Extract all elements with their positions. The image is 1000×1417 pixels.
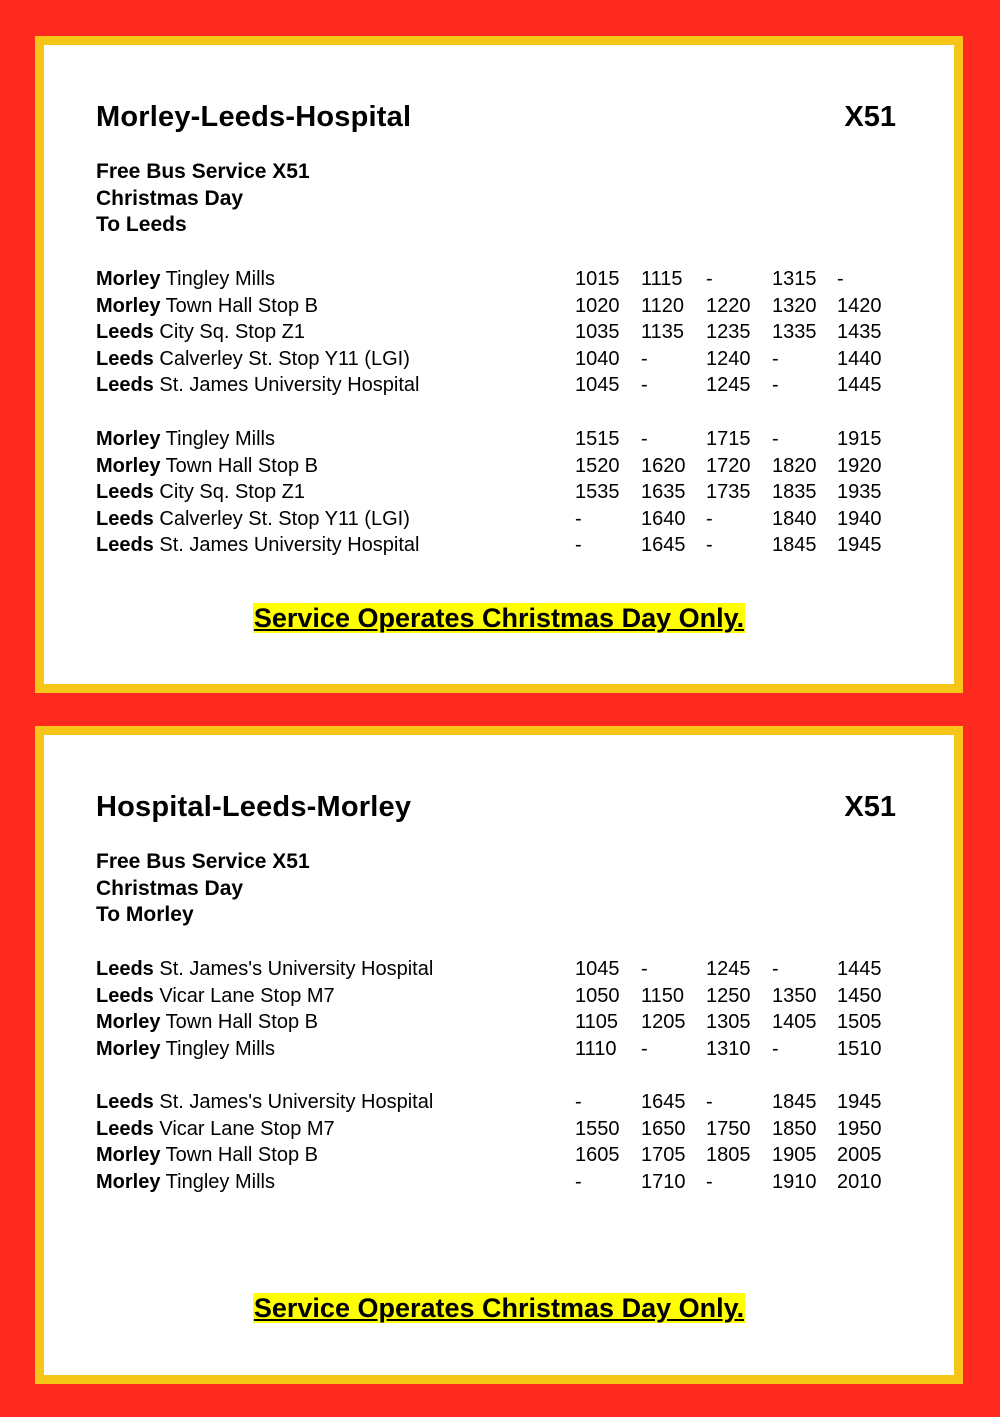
stop-location: Town Hall Stop B bbox=[165, 1144, 318, 1167]
departure-time: 1310 bbox=[706, 1037, 751, 1060]
stop-name bbox=[96, 1116, 335, 1143]
stop-location: Calverley St. Stop Y11 (LGI) bbox=[159, 347, 410, 370]
timetable-panel-to-morley bbox=[35, 726, 963, 1384]
departure-time: 1820 bbox=[772, 454, 817, 477]
stop-name bbox=[96, 983, 335, 1010]
stop-location: St. James University Hospital bbox=[159, 374, 420, 397]
stop-town: Morley bbox=[96, 454, 161, 477]
departure-time: 1305 bbox=[706, 1011, 751, 1034]
stop-town: Morley bbox=[96, 294, 161, 317]
departure-time: 1710 bbox=[641, 1170, 686, 1193]
service-notice bbox=[44, 1293, 954, 1324]
timetable-row bbox=[96, 453, 916, 480]
service-info-line: Free Bus Service X51 bbox=[96, 850, 310, 873]
departure-time: 1805 bbox=[706, 1144, 751, 1167]
stop-name bbox=[96, 956, 433, 983]
departure-time: 2010 bbox=[837, 1170, 882, 1193]
stop-name bbox=[96, 506, 410, 533]
timetable-row bbox=[96, 1142, 916, 1169]
departure-time: - bbox=[772, 347, 779, 370]
stop-town: Leeds bbox=[96, 1117, 154, 1140]
departure-time: - bbox=[641, 428, 648, 450]
departure-time: 1550 bbox=[575, 1117, 620, 1140]
service-code: X51 bbox=[844, 101, 896, 133]
departure-time: 1920 bbox=[837, 454, 882, 477]
departure-time: 1110 bbox=[575, 1037, 617, 1060]
departure-time: 1850 bbox=[772, 1117, 817, 1140]
departure-time: 1520 bbox=[575, 454, 620, 477]
service-code: X51 bbox=[844, 791, 896, 823]
service-info-line: Christmas Day bbox=[96, 186, 244, 210]
departure-time: - bbox=[772, 1037, 779, 1060]
departure-time: - bbox=[772, 428, 779, 450]
departure-time: 1405 bbox=[772, 1011, 817, 1034]
stop-town: Morley bbox=[96, 1011, 161, 1034]
stop-town: Leeds bbox=[96, 1091, 154, 1113]
stop-location: City Sq. Stop Z1 bbox=[159, 481, 305, 504]
stop-location: Tingley Mills bbox=[165, 428, 275, 450]
departure-time: - bbox=[641, 347, 648, 370]
departure-time: - bbox=[706, 507, 713, 530]
departure-time: 1135 bbox=[641, 321, 685, 344]
stop-location: Vicar Lane Stop M7 bbox=[159, 984, 335, 1007]
departure-time: 1045 bbox=[575, 374, 620, 397]
stop-town: Leeds bbox=[96, 481, 154, 504]
service-info bbox=[96, 849, 310, 929]
stop-town: Leeds bbox=[96, 984, 154, 1007]
departure-time: 1640 bbox=[641, 507, 686, 530]
departure-time: 1450 bbox=[837, 984, 882, 1007]
stop-name bbox=[96, 266, 275, 293]
departure-time: 1935 bbox=[837, 481, 882, 504]
departure-time: 1840 bbox=[772, 507, 817, 530]
stop-name bbox=[96, 293, 318, 320]
departure-time: 1620 bbox=[641, 454, 686, 477]
timetable-row bbox=[96, 1089, 916, 1116]
departure-time: 1945 bbox=[837, 1091, 882, 1113]
departure-time: 1715 bbox=[706, 428, 751, 450]
stop-town: Morley bbox=[96, 1144, 161, 1167]
departure-time: - bbox=[641, 958, 648, 980]
stop-town: Leeds bbox=[96, 534, 154, 557]
stop-town: Morley bbox=[96, 1170, 161, 1193]
timetable-row bbox=[96, 293, 916, 320]
departure-time: 1045 bbox=[575, 958, 620, 980]
departure-time: - bbox=[706, 1091, 713, 1113]
departure-time: - bbox=[575, 507, 582, 530]
stop-name bbox=[96, 1142, 318, 1169]
stop-town: Morley bbox=[96, 268, 161, 290]
stop-name bbox=[96, 532, 419, 559]
stop-name bbox=[96, 1036, 275, 1063]
stop-town: Leeds bbox=[96, 347, 154, 370]
timetable-block bbox=[96, 266, 916, 399]
departure-time: 1940 bbox=[837, 507, 882, 530]
stop-name bbox=[96, 346, 410, 373]
departure-time: 1635 bbox=[641, 481, 686, 504]
departure-time: 1315 bbox=[772, 268, 817, 290]
timetable-block bbox=[96, 1089, 916, 1195]
stop-name bbox=[96, 426, 275, 453]
departure-time: 1650 bbox=[641, 1117, 686, 1140]
departure-time: 1535 bbox=[575, 481, 620, 504]
service-notice-text: Service Operates Christmas Day Only. bbox=[253, 603, 745, 633]
departure-time: - bbox=[575, 1170, 582, 1193]
stop-location: Tingley Mills bbox=[165, 268, 275, 290]
route-title: Morley-Leeds-Hospital bbox=[96, 101, 412, 133]
departure-time: 1505 bbox=[837, 1011, 882, 1034]
departure-time: 1705 bbox=[641, 1144, 686, 1167]
timetable-row bbox=[96, 956, 916, 983]
stop-location: City Sq. Stop Z1 bbox=[159, 321, 305, 344]
timetable-row bbox=[96, 1169, 916, 1196]
departure-time: 1515 bbox=[575, 428, 620, 450]
service-info-line: To Morley bbox=[96, 903, 194, 926]
departure-time: 1735 bbox=[706, 481, 751, 504]
stop-location: Vicar Lane Stop M7 bbox=[159, 1117, 335, 1140]
departure-time: 1950 bbox=[837, 1117, 882, 1140]
service-notice-text: Service Operates Christmas Day Only. bbox=[253, 1293, 745, 1323]
stop-location: St. James's University Hospital bbox=[159, 1091, 434, 1113]
stop-town: Leeds bbox=[96, 958, 154, 980]
departure-time: - bbox=[641, 374, 648, 397]
departure-time: 1220 bbox=[706, 294, 751, 317]
departure-time: - bbox=[706, 1170, 713, 1193]
timetable-row bbox=[96, 319, 916, 346]
stop-name bbox=[96, 1169, 275, 1196]
stop-name bbox=[96, 479, 305, 506]
timetable-block bbox=[96, 426, 916, 559]
departure-time: - bbox=[837, 268, 844, 290]
stop-location: Tingley Mills bbox=[165, 1037, 275, 1060]
route-title: Hospital-Leeds-Morley bbox=[96, 791, 412, 823]
timetable-row bbox=[96, 1036, 916, 1063]
departure-time: - bbox=[706, 534, 713, 557]
departure-time: 1720 bbox=[706, 454, 751, 477]
departure-time: 1050 bbox=[575, 984, 620, 1007]
timetable-row bbox=[96, 426, 916, 453]
departure-time: 1845 bbox=[772, 1091, 817, 1113]
departure-time: - bbox=[772, 958, 779, 980]
departure-time: - bbox=[641, 1037, 648, 1060]
stop-name bbox=[96, 319, 305, 346]
timetable-row bbox=[96, 346, 916, 373]
departure-time: - bbox=[772, 374, 779, 397]
timetable-row bbox=[96, 372, 916, 399]
departure-time: 1645 bbox=[641, 1091, 686, 1113]
timetable-block bbox=[96, 956, 916, 1062]
departure-time: 1905 bbox=[772, 1144, 817, 1167]
service-notice bbox=[44, 603, 954, 634]
stop-location: Tingley Mills bbox=[165, 1170, 275, 1193]
timetable-panel-to-leeds bbox=[35, 36, 963, 693]
departure-time: 1240 bbox=[706, 347, 751, 370]
departure-time: 1335 bbox=[772, 321, 817, 344]
departure-time: 1105 bbox=[575, 1011, 619, 1034]
timetable-row bbox=[96, 1116, 916, 1143]
departure-time: 1835 bbox=[772, 481, 817, 504]
service-info-line: Free Bus Service X51 bbox=[96, 160, 310, 183]
stop-location: Town Hall Stop B bbox=[165, 294, 318, 317]
stop-location: Town Hall Stop B bbox=[165, 1011, 318, 1034]
departure-time: 1115 bbox=[641, 268, 683, 290]
stop-name bbox=[96, 1009, 318, 1036]
departure-time: - bbox=[575, 1091, 582, 1113]
departure-time: 1035 bbox=[575, 321, 620, 344]
timetable-row bbox=[96, 532, 916, 559]
departure-time: 1445 bbox=[837, 958, 882, 980]
departure-time: 1350 bbox=[772, 984, 817, 1007]
timetable-row bbox=[96, 479, 916, 506]
stop-name bbox=[96, 453, 318, 480]
departure-time: 1150 bbox=[641, 984, 685, 1007]
departure-time: 1250 bbox=[706, 984, 751, 1007]
departure-time: 1445 bbox=[837, 374, 882, 397]
stop-town: Morley bbox=[96, 428, 161, 450]
departure-time: 1020 bbox=[575, 294, 620, 317]
departure-time: 1645 bbox=[641, 534, 686, 557]
departure-time: 1120 bbox=[641, 294, 685, 317]
departure-time: - bbox=[575, 534, 582, 557]
departure-time: 1845 bbox=[772, 534, 817, 557]
stop-town: Leeds bbox=[96, 374, 154, 397]
departure-time: 1440 bbox=[837, 347, 882, 370]
service-info bbox=[96, 159, 310, 239]
stop-town: Leeds bbox=[96, 321, 154, 344]
stop-town: Leeds bbox=[96, 507, 154, 530]
departure-time: 1910 bbox=[772, 1170, 817, 1193]
departure-time: 1245 bbox=[706, 374, 751, 397]
departure-time: 1945 bbox=[837, 534, 882, 557]
stop-town: Morley bbox=[96, 1037, 161, 1060]
departure-time: 1235 bbox=[706, 321, 751, 344]
departure-time: 1420 bbox=[837, 294, 882, 317]
service-info-line: Christmas Day bbox=[96, 876, 244, 900]
departure-time: 1320 bbox=[772, 294, 817, 317]
departure-time: 1750 bbox=[706, 1117, 751, 1140]
departure-time: 1015 bbox=[575, 268, 620, 290]
departure-time: 2005 bbox=[837, 1144, 882, 1167]
stop-location: St. James's University Hospital bbox=[159, 958, 434, 980]
stop-location: Town Hall Stop B bbox=[165, 454, 318, 477]
timetable-row bbox=[96, 983, 916, 1010]
service-info-line: To Leeds bbox=[96, 213, 187, 236]
departure-time: 1040 bbox=[575, 347, 620, 370]
departure-time: 1435 bbox=[837, 321, 882, 344]
departure-time: 1605 bbox=[575, 1144, 620, 1167]
stop-name bbox=[96, 1089, 433, 1116]
stop-name bbox=[96, 372, 419, 399]
timetable-row bbox=[96, 1009, 916, 1036]
departure-time: - bbox=[706, 268, 713, 290]
departure-time: 1205 bbox=[641, 1011, 686, 1034]
departure-time: 1510 bbox=[837, 1037, 882, 1060]
stop-location: St. James University Hospital bbox=[159, 534, 420, 557]
departure-time: 1245 bbox=[706, 958, 751, 980]
stop-location: Calverley St. Stop Y11 (LGI) bbox=[159, 507, 410, 530]
timetable-row bbox=[96, 266, 916, 293]
departure-time: 1915 bbox=[837, 428, 882, 450]
timetable-row bbox=[96, 506, 916, 533]
